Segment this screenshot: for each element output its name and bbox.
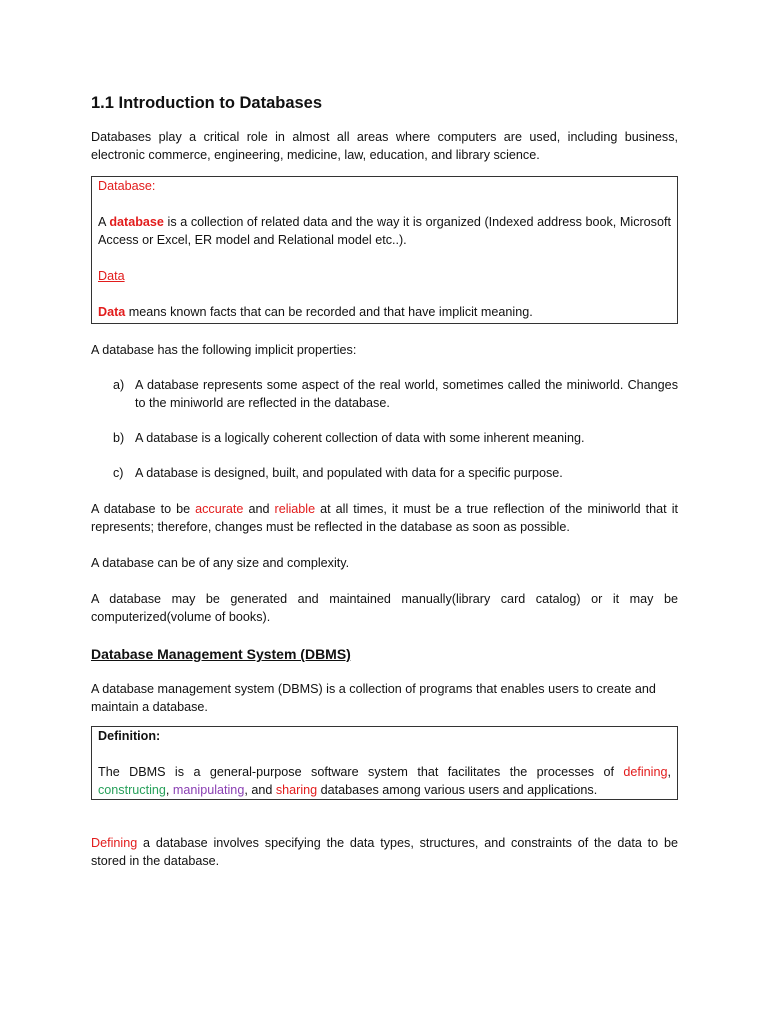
constructing-term: constructing xyxy=(98,783,166,797)
list-item-label: b) xyxy=(113,431,125,445)
manipulating-term: manipulating xyxy=(172,783,245,797)
generated-paragraph: A database may be generated and maintained manually(library card catalog) or it may be computerized(volume of books). xyxy=(91,592,678,624)
list-item xyxy=(91,429,678,447)
reliable-term: reliable xyxy=(274,502,316,516)
data-definition xyxy=(98,303,671,321)
document-page xyxy=(91,92,678,870)
list-item-label: a) xyxy=(113,378,125,392)
database-definition xyxy=(98,213,671,249)
def-rest: is a collection of related data and the way it is organized (Indexed address book, Microsoft Access or Excel, ER model and Relational model etc..). xyxy=(98,215,671,247)
intro-paragraph: Databases play a critical role in almost all areas where computers are used, including business, electronic commerce, engineering, medicine, law, education, and library science. xyxy=(91,130,678,162)
defining-para-rest: a database involves specifying the data types, structures, and constraints of the data to be stored in the database. xyxy=(91,836,678,868)
data-def: means known facts that can be recorded and that have implicit meaning. xyxy=(125,305,533,319)
definition-sep-2: , xyxy=(165,783,173,797)
accurate-text-2: and xyxy=(243,502,275,516)
definition-box xyxy=(91,726,678,800)
data-label: Data xyxy=(98,269,125,283)
sharing-term: sharing xyxy=(275,783,318,797)
defining-paragraph xyxy=(91,834,678,870)
definition-text-2: databases among various users and applications. xyxy=(317,783,598,797)
properties-intro: A database has the following implicit properties: xyxy=(91,343,357,357)
defining-term: defining xyxy=(623,765,668,779)
data-term: Data xyxy=(98,305,126,319)
list-item xyxy=(91,376,678,412)
accurate-term: accurate xyxy=(195,502,244,516)
list-item xyxy=(91,464,678,482)
definition-text-1: The DBMS is a general-purpose software system that facilitates the processes of xyxy=(98,765,624,779)
defining-para-term: Defining xyxy=(91,836,138,850)
definition-body xyxy=(98,763,671,799)
dbms-heading: Database Management System (DBMS) xyxy=(91,646,351,662)
definition-sep-1: , xyxy=(667,765,671,779)
list-item-text: A database is designed, built, and populated with data for a specific purpose. xyxy=(135,466,563,480)
database-definition-box xyxy=(91,176,678,324)
def-prefix: A xyxy=(98,215,110,229)
list-item-label: c) xyxy=(113,466,124,480)
definition-label: Definition: xyxy=(98,729,161,743)
section-heading: 1.1 Introduction to Databases xyxy=(91,94,323,112)
properties-list xyxy=(91,376,678,482)
list-item-text: A database represents some aspect of the real world, sometimes called the miniworld. Changes to the miniworld are reflected in the database. xyxy=(135,378,678,410)
accurate-text-1: A database to be xyxy=(91,502,196,516)
list-item-text: A database is a logically coherent collection of data with some inherent meaning. xyxy=(135,431,585,445)
definition-sep-3: , and xyxy=(244,783,276,797)
size-paragraph: A database can be of any size and complexity. xyxy=(91,556,350,570)
database-label: Database: xyxy=(98,179,156,193)
dbms-paragraph: A database management system (DBMS) is a collection of programs that enables users to create and maintain a database. xyxy=(91,682,656,714)
database-term: database xyxy=(109,215,164,229)
accurate-text-3: at all times, it must be a true reflection of the miniworld that it represents; therefore, changes must be reflected in the database as soon as possible. xyxy=(91,502,678,534)
accurate-paragraph xyxy=(91,500,678,536)
